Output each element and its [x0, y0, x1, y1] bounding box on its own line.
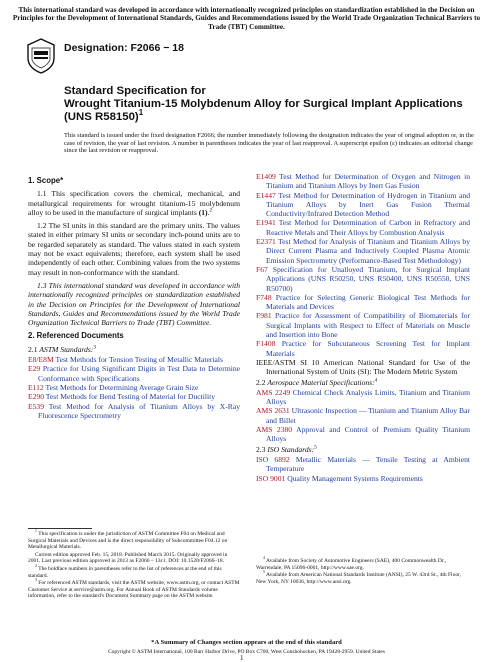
reference-title-link[interactable]: Test Methods for Tension Testing of Metallic Materials	[55, 355, 223, 365]
reference-code-link[interactable]: F981	[256, 311, 272, 321]
reference-item	[256, 237, 470, 265]
reference-item	[256, 293, 470, 312]
right-column	[256, 172, 470, 483]
scope-heading: 1. Scope*	[28, 176, 64, 185]
footnote	[28, 531, 240, 551]
reference-item	[256, 474, 470, 483]
footnote	[28, 580, 240, 600]
designation	[64, 42, 184, 54]
footnotes-left	[28, 531, 240, 601]
footnote-number: 1	[35, 529, 37, 534]
footnote-number: 3	[35, 578, 37, 583]
reference-code-link[interactable]: ISO 6892	[256, 454, 290, 464]
iso-reference-list	[256, 455, 470, 483]
footnote	[256, 572, 470, 585]
reference-item	[28, 392, 240, 401]
reference-code-link[interactable]: E112	[28, 382, 44, 392]
summary-of-changes-note: *A Summary of Changes section appears at the end of this standard	[151, 639, 342, 646]
reference-code-link[interactable]: E1409	[256, 172, 276, 181]
reference-code-link[interactable]: E29	[28, 364, 41, 374]
reference-item	[256, 265, 470, 293]
reference-title-link[interactable]: Practice for Using Significant Digits in Test Data to Determine Conformance with Specifications	[38, 364, 240, 383]
issued-note: This standard is issued under the fixed designation F2066; the number immediately following the designation indicates the year of original adoption or, in the case of revision, the year of last revision. A number in parentheses indicates the year of last reapproval. A superscript epsilon (ε) indicates an editorial change since the last revision or reapproval.	[64, 132, 474, 155]
astm-reference-list-left	[28, 355, 240, 420]
reference-item	[256, 191, 470, 219]
reference-item	[256, 455, 470, 474]
reference-code-link[interactable]: E539	[28, 401, 45, 411]
reference-item	[28, 364, 240, 383]
reference-title-link[interactable]: Quality Management Systems Requirements	[287, 473, 423, 483]
reference-title-link[interactable]: Specification for Unalloyed Titanium, for Surgical Implant Applications (UNS R50250, UNS R50400, UNS R50550, UNS R50700)	[266, 264, 470, 293]
astm-logo-icon	[26, 38, 56, 74]
reference-title-link[interactable]: Test Method for Determination of Hydrogen in Titanium and Titanium Alloys by Inert Gas Fusion Thermal Conductivity/Infrared Detection Method	[266, 190, 470, 219]
title-line1: Standard Specification for	[64, 85, 206, 97]
reference-title-link[interactable]: Practice for Subcutaneous Screening Test for Implant Materials	[266, 339, 470, 358]
footnote-text: Available from Society of Automotive Engineers (SAE), 400 Commonwealth Dr., Warrendale, PA 15096-0001, http://www.sae.org.	[256, 558, 447, 571]
astm-standards-label: 2.1 ASTM Standards:$^3$	[28, 344, 96, 354]
reference-title-link[interactable]: Test Method for Analysis of Titanium Alloys by X-Ray Fluorescence Spectrometry	[38, 401, 240, 420]
astm-reference-list-right	[256, 172, 470, 358]
top-notice: This international standard was developed in accordance with internationally recognized principles on standardization established in the Decision on Principles for the Development of International Standards, Guides and Recommendations issued by the World Trade Organization Technical Barriers to Trade (TBT) Committee.	[12, 6, 481, 31]
ams-reference-list	[256, 388, 470, 444]
reference-item	[256, 388, 470, 407]
designation-code: F2066	[130, 42, 161, 54]
designation-label: Designation:	[64, 42, 128, 54]
footnote-text: This specification is under the jurisdiction of ASTM Committee F04 on Medical and Surgical Materials and Devices and is the direct responsibility of Subcommittee F04.12 on Metallurgical Materials.	[28, 531, 228, 551]
footnote-text: Available from American National Standards Institute (ANSI), 25 W. 43rd St., 4th Floor, New York, NY 10036, http://www.ansi.org.	[256, 572, 462, 585]
reference-item	[256, 218, 470, 237]
designation-sep: −	[160, 42, 173, 54]
footnote-2-mark: 2	[209, 207, 213, 214]
reference-title-link[interactable]: Ultrasonic Inspection — Titanium and Titanium Alloy Bar and Billet	[266, 406, 471, 425]
reference-item	[28, 383, 240, 392]
ams-label: 2.2 Aerospace Material Specifications:$^4$	[256, 377, 378, 387]
footnote	[256, 558, 470, 571]
reference-code-link[interactable]: ISO 9001	[256, 473, 286, 483]
references-heading: 2. Referenced Documents	[28, 331, 124, 341]
left-column	[28, 172, 240, 420]
reference-item	[256, 311, 470, 339]
footnote-divider	[28, 528, 92, 529]
footnotes-right	[256, 558, 470, 586]
footnote-text: The boldface numbers in parentheses refer to the list of references at the end of this standard.	[28, 565, 222, 579]
footnote-text: For referenced ASTM standards, visit the ASTM website, www.astm.org, or contact ASTM Customer Service at service@astm.org. For Annual Book of ASTM Standards volume information, refer to the standard's Document Summary page on the ASTM website.	[28, 580, 240, 600]
reference-code-link[interactable]: E8/E8M	[28, 355, 54, 365]
ieee-reference: IEEE/ASTM SI 10 American National Standard for Use of the International System of Units (SI): The Modern Metric System	[256, 357, 470, 377]
reference-code-link[interactable]: F1408	[256, 339, 276, 349]
reference-code-link[interactable]: AMS 2249	[256, 387, 291, 397]
footnote-number: 4	[263, 556, 265, 561]
footnote-text: Current edition approved Feb. 15, 2018. Published March 2015. Originally approved in 2001. Last previous edition approved in 2013 as F2066 – 13ε1. DOI: 10.1520/F2066–18.	[28, 551, 228, 565]
footnote-number: 2	[35, 564, 37, 569]
reference-title-link[interactable]: Test Method for Determination of Carbon in Refractory and Reactive Metals and Their Alloys by Combustion Analysis	[266, 218, 471, 237]
reference-title-link[interactable]: Test Methods for Determining Average Grain Size	[45, 382, 199, 392]
reference-item	[256, 425, 470, 444]
reference-item	[256, 339, 470, 358]
reference-title-link[interactable]: Test Method for Analysis of Titanium and Titanium Alloys by Direct Current Plasma and Inductively Coupled Plasma Atomic Emission Spectrometry (Performance-Based Test Methodology)	[266, 237, 470, 265]
scope-paragraph-2: 1.2 The SI units in this standard are the primary units. The values stated in either primary SI units or secondary inch-pound units are to be regarded separately as standard. The values stated in each system may not be exact equivalents; therefore, each system shall be used independently of each other. Combining values from the two systems may result in non-conformance with the standard.	[28, 221, 240, 277]
reference-item	[28, 355, 240, 364]
reference-title-link[interactable]: Chemical Check Analysis Limits, Titanium and Titanium Alloys	[266, 387, 470, 407]
reference-code-link[interactable]: F748	[256, 292, 272, 302]
reference-title-link[interactable]: Metallic Materials — Tensile Testing at Ambient Temperature	[266, 454, 470, 474]
reference-title-link[interactable]: Test Method for Determination of Oxygen and Nitrogen in Titanium and Titanium Alloys by Inert Gas Fusion	[266, 172, 470, 191]
reference-item	[256, 406, 470, 425]
footnote	[28, 552, 240, 565]
document-title	[64, 98, 464, 124]
reference-title-link[interactable]: Practice for Assessment of Compatibility of Biomaterials for Surgical Implants with Respect to Effect of Materials on Muscle and Insertion into Bone	[266, 311, 470, 340]
reference-code-link[interactable]: E290	[28, 392, 45, 402]
reference-code-link[interactable]: AMS 2631	[256, 406, 290, 416]
footnote	[28, 566, 240, 579]
reference-code-link[interactable]: E2371	[256, 237, 276, 247]
reference-code-link[interactable]: AMS 2380	[256, 425, 293, 435]
iso-label: 2.3 ISO Standards:$^5$	[256, 444, 317, 454]
title-block	[64, 85, 464, 125]
copyright-line: Copyright © ASTM International, 100 Barr Harbor Drive, PO Box C700, West Conshohocken, PA 19428-2959. United States	[107, 649, 386, 655]
reference-code-link[interactable]: E1941	[256, 218, 276, 228]
reference-1-link[interactable]: (1)	[198, 207, 208, 217]
title-footnote: 1	[138, 108, 144, 118]
footnote-number: 5	[263, 570, 265, 575]
reference-title-link[interactable]: Approval and Control of Premium Quality Titanium Alloys	[266, 425, 471, 444]
reference-item	[28, 402, 240, 421]
title-line2: Wrought Titanium-15 Molybdenum Alloy for Surgical Implant Applications (UNS R58150)	[64, 98, 463, 124]
reference-item	[256, 172, 470, 191]
page-number: 1	[240, 654, 244, 662]
reference-title-link[interactable]: Test Methods for Bend Testing of Material for Ductility	[45, 392, 215, 402]
scope-paragraph-1: 1.1 This specification covers the chemical, mechanical, and metallurgical requirements for wrought titanium-15 molybdenum alloy to be used in the manufacture of surgical implants (1).$^2$	[28, 189, 240, 217]
reference-title-link[interactable]: Practice for Selecting Generic Biological Test Methods for Materials and Devices	[266, 292, 470, 312]
reference-code-link[interactable]: F67	[256, 264, 268, 274]
designation-year: 18	[172, 42, 184, 54]
scope-paragraph-3: 1.3 This international standard was developed in accordance with internationally recognized principles on standardization established in the Decision on Principles for the Development of International Standards, Guides and Recommendations issued by the World Trade Organization Technical Barriers to Trade (TBT) Committee.	[28, 280, 240, 328]
reference-code-link[interactable]: E1447	[256, 190, 276, 200]
